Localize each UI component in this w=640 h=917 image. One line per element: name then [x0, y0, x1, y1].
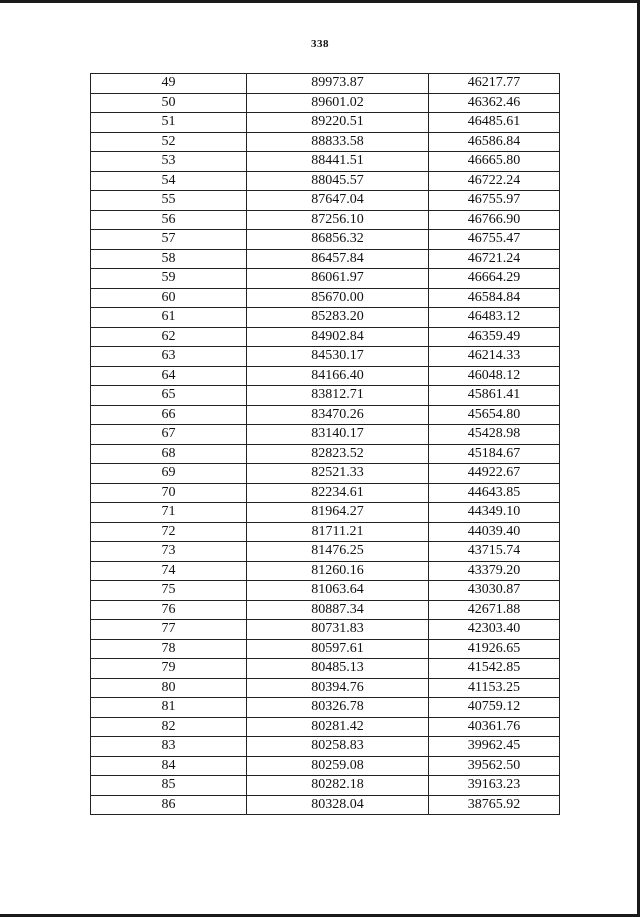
- x-coordinate-cell: 81711.21: [247, 522, 429, 542]
- x-coordinate-cell: 80259.08: [247, 756, 429, 776]
- table-row: [91, 717, 560, 737]
- y-coordinate-cell: 46722.24: [429, 171, 560, 191]
- y-coordinate-cell: 46217.77: [429, 74, 560, 94]
- x-coordinate-cell: 89601.02: [247, 93, 429, 113]
- x-coordinate-cell: 89973.87: [247, 74, 429, 94]
- point-number-cell: 52: [91, 132, 247, 152]
- point-number-cell: 80: [91, 678, 247, 698]
- table-row: [91, 581, 560, 601]
- point-number-cell: 86: [91, 795, 247, 815]
- table-row: [91, 776, 560, 796]
- x-coordinate-cell: 81476.25: [247, 542, 429, 562]
- x-coordinate-cell: 80326.78: [247, 698, 429, 718]
- x-coordinate-cell: 80731.83: [247, 620, 429, 640]
- point-number-cell: 73: [91, 542, 247, 562]
- x-coordinate-cell: 87256.10: [247, 210, 429, 230]
- x-coordinate-cell: 88833.58: [247, 132, 429, 152]
- x-coordinate-cell: 80282.18: [247, 776, 429, 796]
- table-row: [91, 542, 560, 562]
- y-coordinate-cell: 45861.41: [429, 386, 560, 406]
- y-coordinate-cell: 44039.40: [429, 522, 560, 542]
- y-coordinate-cell: 46485.61: [429, 113, 560, 133]
- point-number-cell: 72: [91, 522, 247, 542]
- x-coordinate-cell: 85283.20: [247, 308, 429, 328]
- point-number-cell: 58: [91, 249, 247, 269]
- x-coordinate-cell: 80328.04: [247, 795, 429, 815]
- y-coordinate-cell: 38765.92: [429, 795, 560, 815]
- point-number-cell: 50: [91, 93, 247, 113]
- y-coordinate-cell: 44643.85: [429, 483, 560, 503]
- table-row: [91, 327, 560, 347]
- table-row: [91, 756, 560, 776]
- table-row: [91, 425, 560, 445]
- point-number-cell: 54: [91, 171, 247, 191]
- x-coordinate-cell: 82823.52: [247, 444, 429, 464]
- x-coordinate-cell: 84902.84: [247, 327, 429, 347]
- table-row: [91, 620, 560, 640]
- x-coordinate-cell: 86061.97: [247, 269, 429, 289]
- table-row: [91, 405, 560, 425]
- x-coordinate-cell: 80485.13: [247, 659, 429, 679]
- y-coordinate-cell: 46721.24: [429, 249, 560, 269]
- y-coordinate-cell: 43715.74: [429, 542, 560, 562]
- x-coordinate-cell: 84166.40: [247, 366, 429, 386]
- y-coordinate-cell: 46586.84: [429, 132, 560, 152]
- y-coordinate-cell: 46359.49: [429, 327, 560, 347]
- table-row: [91, 308, 560, 328]
- y-coordinate-cell: 41926.65: [429, 639, 560, 659]
- table-row: [91, 464, 560, 484]
- table-row: [91, 503, 560, 523]
- x-coordinate-cell: 80394.76: [247, 678, 429, 698]
- point-number-cell: 68: [91, 444, 247, 464]
- x-coordinate-cell: 85670.00: [247, 288, 429, 308]
- table-row: [91, 269, 560, 289]
- x-coordinate-cell: 83812.71: [247, 386, 429, 406]
- point-number-cell: 49: [91, 74, 247, 94]
- point-number-cell: 85: [91, 776, 247, 796]
- y-coordinate-cell: 46048.12: [429, 366, 560, 386]
- point-number-cell: 76: [91, 600, 247, 620]
- point-number-cell: 75: [91, 581, 247, 601]
- y-coordinate-cell: 45428.98: [429, 425, 560, 445]
- x-coordinate-cell: 80887.34: [247, 600, 429, 620]
- y-coordinate-cell: 46584.84: [429, 288, 560, 308]
- point-number-cell: 64: [91, 366, 247, 386]
- table-row: [91, 288, 560, 308]
- y-coordinate-cell: 45654.80: [429, 405, 560, 425]
- x-coordinate-cell: 88441.51: [247, 152, 429, 172]
- y-coordinate-cell: 46362.46: [429, 93, 560, 113]
- table-row: [91, 171, 560, 191]
- y-coordinate-cell: 39163.23: [429, 776, 560, 796]
- table-row: [91, 639, 560, 659]
- y-coordinate-cell: 46755.97: [429, 191, 560, 211]
- point-number-cell: 82: [91, 717, 247, 737]
- y-coordinate-cell: 42303.40: [429, 620, 560, 640]
- y-coordinate-cell: 40361.76: [429, 717, 560, 737]
- page-number: 338: [311, 38, 329, 50]
- table-row: [91, 522, 560, 542]
- point-number-cell: 53: [91, 152, 247, 172]
- table-row: [91, 561, 560, 581]
- point-number-cell: 65: [91, 386, 247, 406]
- y-coordinate-cell: 41542.85: [429, 659, 560, 679]
- y-coordinate-cell: 46214.33: [429, 347, 560, 367]
- y-coordinate-cell: 39562.50: [429, 756, 560, 776]
- y-coordinate-cell: 46483.12: [429, 308, 560, 328]
- table-row: [91, 191, 560, 211]
- point-number-cell: 57: [91, 230, 247, 250]
- point-number-cell: 56: [91, 210, 247, 230]
- table-row: [91, 93, 560, 113]
- point-number-cell: 77: [91, 620, 247, 640]
- point-number-cell: 83: [91, 737, 247, 757]
- scan-border-top: [0, 0, 640, 3]
- point-number-cell: 62: [91, 327, 247, 347]
- table-row: [91, 366, 560, 386]
- x-coordinate-cell: 87647.04: [247, 191, 429, 211]
- table-row: [91, 659, 560, 679]
- x-coordinate-cell: 89220.51: [247, 113, 429, 133]
- y-coordinate-cell: 42671.88: [429, 600, 560, 620]
- point-number-cell: 78: [91, 639, 247, 659]
- table-row: [91, 795, 560, 815]
- table-row: [91, 113, 560, 133]
- x-coordinate-cell: 84530.17: [247, 347, 429, 367]
- table-row: [91, 737, 560, 757]
- point-number-cell: 51: [91, 113, 247, 133]
- x-coordinate-cell: 82234.61: [247, 483, 429, 503]
- point-number-cell: 67: [91, 425, 247, 445]
- table-row: [91, 600, 560, 620]
- point-number-cell: 55: [91, 191, 247, 211]
- x-coordinate-cell: 80258.83: [247, 737, 429, 757]
- x-coordinate-cell: 80597.61: [247, 639, 429, 659]
- table-row: [91, 249, 560, 269]
- y-coordinate-cell: 43379.20: [429, 561, 560, 581]
- table-row: [91, 230, 560, 250]
- y-coordinate-cell: 41153.25: [429, 678, 560, 698]
- table-row: [91, 210, 560, 230]
- y-coordinate-cell: 44922.67: [429, 464, 560, 484]
- point-number-cell: 60: [91, 288, 247, 308]
- point-number-cell: 70: [91, 483, 247, 503]
- x-coordinate-cell: 83140.17: [247, 425, 429, 445]
- point-number-cell: 71: [91, 503, 247, 523]
- table-row: [91, 698, 560, 718]
- x-coordinate-cell: 81260.16: [247, 561, 429, 581]
- table-row: [91, 74, 560, 94]
- y-coordinate-cell: 46755.47: [429, 230, 560, 250]
- table-row: [91, 483, 560, 503]
- x-coordinate-cell: 81964.27: [247, 503, 429, 523]
- y-coordinate-cell: 45184.67: [429, 444, 560, 464]
- point-number-cell: 79: [91, 659, 247, 679]
- table-row: [91, 347, 560, 367]
- table-row: [91, 386, 560, 406]
- x-coordinate-cell: 86457.84: [247, 249, 429, 269]
- table-row: [91, 132, 560, 152]
- x-coordinate-cell: 83470.26: [247, 405, 429, 425]
- y-coordinate-cell: 44349.10: [429, 503, 560, 523]
- point-number-cell: 61: [91, 308, 247, 328]
- y-coordinate-cell: 40759.12: [429, 698, 560, 718]
- y-coordinate-cell: 46766.90: [429, 210, 560, 230]
- coordinates-table: [90, 73, 560, 815]
- x-coordinate-cell: 88045.57: [247, 171, 429, 191]
- table-row: [91, 152, 560, 172]
- table-row: [91, 444, 560, 464]
- table-row: [91, 678, 560, 698]
- y-coordinate-cell: 46664.29: [429, 269, 560, 289]
- y-coordinate-cell: 46665.80: [429, 152, 560, 172]
- x-coordinate-cell: 86856.32: [247, 230, 429, 250]
- point-number-cell: 66: [91, 405, 247, 425]
- point-number-cell: 59: [91, 269, 247, 289]
- x-coordinate-cell: 82521.33: [247, 464, 429, 484]
- point-number-cell: 84: [91, 756, 247, 776]
- y-coordinate-cell: 39962.45: [429, 737, 560, 757]
- y-coordinate-cell: 43030.87: [429, 581, 560, 601]
- x-coordinate-cell: 80281.42: [247, 717, 429, 737]
- table-body: [91, 74, 560, 815]
- point-number-cell: 63: [91, 347, 247, 367]
- point-number-cell: 74: [91, 561, 247, 581]
- point-number-cell: 69: [91, 464, 247, 484]
- point-number-cell: 81: [91, 698, 247, 718]
- x-coordinate-cell: 81063.64: [247, 581, 429, 601]
